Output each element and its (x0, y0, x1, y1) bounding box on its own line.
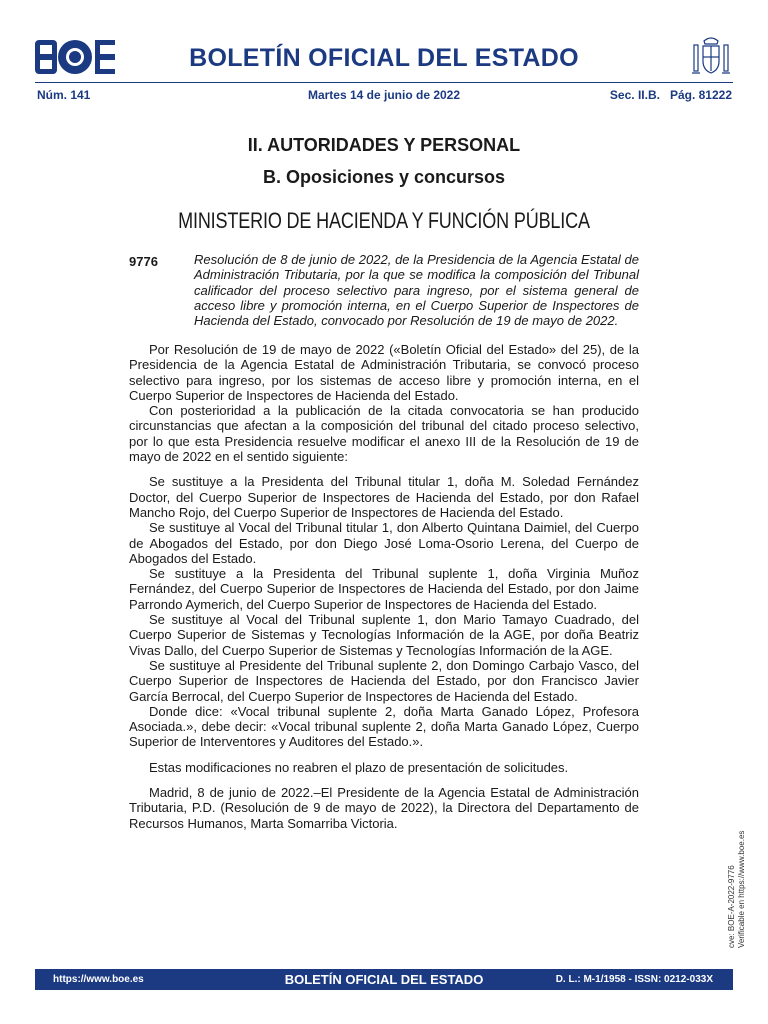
footer-legal: D. L.: M-1/1958 - ISSN: 0212-033X (555, 974, 713, 985)
body-paragraph: Se sustituye al Vocal del Tribunal suplente 1, don Mario Tamayo Cuadrado, del Cuerpo Superior de Sistemas y Tecnologías Información de la AGE, por doña Beatriz Vivas Dallo, del Cuerpo Superior de Sistemas y Tecnologías Información de la AGE. (129, 612, 639, 658)
footer-url-link[interactable]: https://www.boe.es (53, 974, 144, 985)
body-paragraph: Se sustituye al Vocal del Tribunal titular 1, don Alberto Quintana Daimiel, del Cuerpo de Abogados del Estado, por don Diego José Loma-Osorio Lerena, del Cuerpo de Abogados del Estado. (129, 520, 639, 566)
document-number: 9776 (129, 254, 158, 269)
header-rule (35, 82, 733, 83)
section-page: Sec. II.B. Pág. 81222 (609, 88, 732, 102)
body-paragraph: Con posterioridad a la publicación de la citada convocatoria se han producido circunstancias que afectan a la composición del tribunal del citado proceso selectivo, por lo que esta Presidencia resuelve modificar el anexo III de la Resolución de 19 de mayo de 2022 en el sentido siguiente: (129, 403, 639, 465)
subsection-heading: B. Oposiciones y concursos (262, 167, 506, 187)
cve-code: cve: BOE-A-2022-9776 (727, 865, 736, 948)
signature-paragraph: Madrid, 8 de junio de 2022.–El Presidente de la Agencia Estatal de Administración Tributaria, P.D. (Resolución de 9 de mayo de 2022), la Directora del Departamento de Recursos Humanos, Marta Somarriba Victoria. (129, 785, 639, 831)
issue-number: Núm. 141 (37, 88, 91, 102)
verification-note (727, 831, 747, 948)
body-paragraph: Estas modificaciones no reabren el plazo de presentación de solicitudes. (149, 759, 569, 775)
coat-of-arms-icon (690, 35, 732, 79)
footer-title: BOLETÍN OFICIAL DEL ESTADO (284, 972, 484, 987)
ministry-heading: MINISTERIO DE HACIENDA Y FUNCIÓN PÚBLICA (178, 208, 590, 233)
document-summary: Resolución de 8 de junio de 2022, de la Presidencia de la Agencia Estatal de Administración Tributaria, por la que se modifica la composición del Tribunal calificador del proceso selectivo para ingreso, por el sistema general de acceso libre y promoción interna, en el Cuerpo Superior de Inspectores de Hacienda del Estado, convocado por Resolución de 19 de mayo de 2022. (194, 252, 639, 329)
body-paragraph: Se sustituye a la Presidenta del Tribunal suplente 1, doña Virginia Muñoz Fernández, del Cuerpo Superior de Inspectores de Hacienda del Estado, por don Jaime Parrondo Aymerich, del Cuerpo Superior de Inspectores de Hacienda del Estado. (129, 566, 639, 612)
section-heading: II. AUTORIDADES Y PERSONAL (247, 135, 521, 155)
body-paragraph: Se sustituye al Presidente del Tribunal suplente 2, don Domingo Carbajo Vasco, del Cuerpo Superior de Inspectores de Hacienda del Estado, por don Francisco Javier García Berrocal, del Cuerpo Superior de Inspectores de Hacienda del Estado. (129, 657, 639, 704)
page-title: BOLETÍN OFICIAL DEL ESTADO (189, 44, 579, 72)
body-paragraph: Por Resolución de 19 de mayo de 2022 («Boletín Oficial del Estado» del 25), de la Presidencia de la Agencia Estatal de Administración Tributaria, se convocó proceso selectivo para ingreso, por los sistemas de acceso libre y promoción interna, en el Cuerpo Superior de Inspectores de Hacienda del Estado. (129, 342, 639, 403)
issue-date: Martes 14 de junio de 2022 (307, 88, 461, 102)
verify-link[interactable]: Verificable en https://www.boe.es (737, 830, 746, 948)
footer-bar (35, 969, 733, 990)
body-paragraph: Se sustituye a la Presidenta del Tribunal titular 1, doña M. Soledad Fernández Doctor, del Cuerpo Superior de Inspectores de Hacienda del Estado, por don Rafael Mancho Rojo, del Cuerpo Superior de Inspectores de Hacienda del Estado. (129, 474, 639, 520)
document-body (129, 342, 639, 831)
body-paragraph: Donde dice: «Vocal tribunal suplente 2, doña Marta Ganado López, Profesora Asociada.», debe decir: «Vocal tribunal suplente 2, doña Marta Ganado López, Cuerpo Superior de Interventores y Auditores del Estado.». (129, 703, 639, 750)
